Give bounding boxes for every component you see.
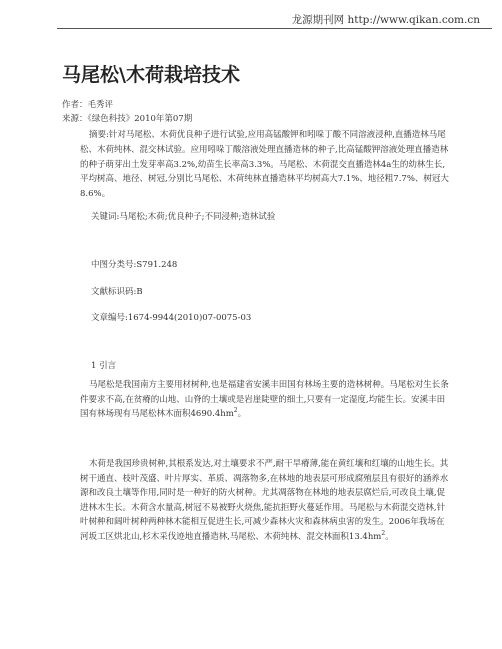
abstract: 摘要:针对马尾松、木荷优良种子进行试验,应用高锰酸钾和吲哚丁酸不同溶液浸种,直播造林马尾松、木荷纯林、混交林试验。应用吲哚丁酸溶液处理直播造林的种子,比高锰酸钾溶液处理直播造林的种子萌芽出土发芽率高3.2%,幼苗生长率高3.3%。马尾松、木荷混交直播造林4a生的幼林生长,平均树高、地径、树冠,分别比马尾松、木荷纯林直播造林平均树高大7.1%、地径粗7.7%、树冠大8.6%。 [80,130,449,200]
document-code: 文献标识码:B [91,287,143,297]
paragraph-end: 。 [385,531,394,542]
keywords: 关键词:马尾松;木荷;优良种子;不同浸种;造林试验 [91,212,276,222]
clc-number: 中图分类号:S791.248 [91,260,178,270]
paragraph-intro-text: 马尾松是我国南方主要用材树种,也是福建省安溪丰田国有林场主要的造林树种。马尾松对生长条件要求不高,在贫瘠的山地、山脊的土壤或是岩崖陡壁的细土,只要有一定湿度,均能生长。安溪丰田国有林场现有马尾松林木面积4690.4hm [80,380,449,420]
article-title: 马尾松\木荷栽培技术 [62,64,240,86]
header-divider [57,28,492,29]
paragraph-schima [80,457,452,545]
author-line: 作者：毛秀评 [62,100,114,110]
superscript: 2 [381,530,386,538]
section-heading: 1 引言 [91,361,117,371]
paragraph-intro [80,378,452,422]
source-line: 来源：《绿色科技》2010年第07期 [62,114,193,124]
paragraph-end: 。 [237,409,247,420]
paragraph-schima-text: 木荷是我国珍贵树种,其根系发达,对土壤要求不严,耐干旱瘠薄,能在黄红壤和红壤的山地生长。其树干通直、枝叶茂盛、叶片厚实、革质、凋落物多,在林地的地表层可形成腐殖层且有很好的涵养水源和改良土壤等作用,同时是一种好的防火树种。尤其凋落物在林地的地表层腐烂后,可改良土壤,促进林木生长。木荷含水量高,树冠不易被野火烧焦,能抗拒野火蔓延作用。马尾松与木荷混交造林,针叶树种和阔叶树种两种林木能相互促进生长,可减少森林火灾和森林病虫害的发生。2006年我场在河坂工区烘北山,杉木采伐迹地直播造林,马尾松、木荷纯林、混交林面积13.4hm [80,459,449,542]
superscript: 2 [233,407,238,415]
site-header[interactable]: 龙源期刊网 http://www.qikan.com.cn [291,14,480,26]
article-id: 文章编号:1674-9944(2010)07-0075-03 [91,313,252,323]
